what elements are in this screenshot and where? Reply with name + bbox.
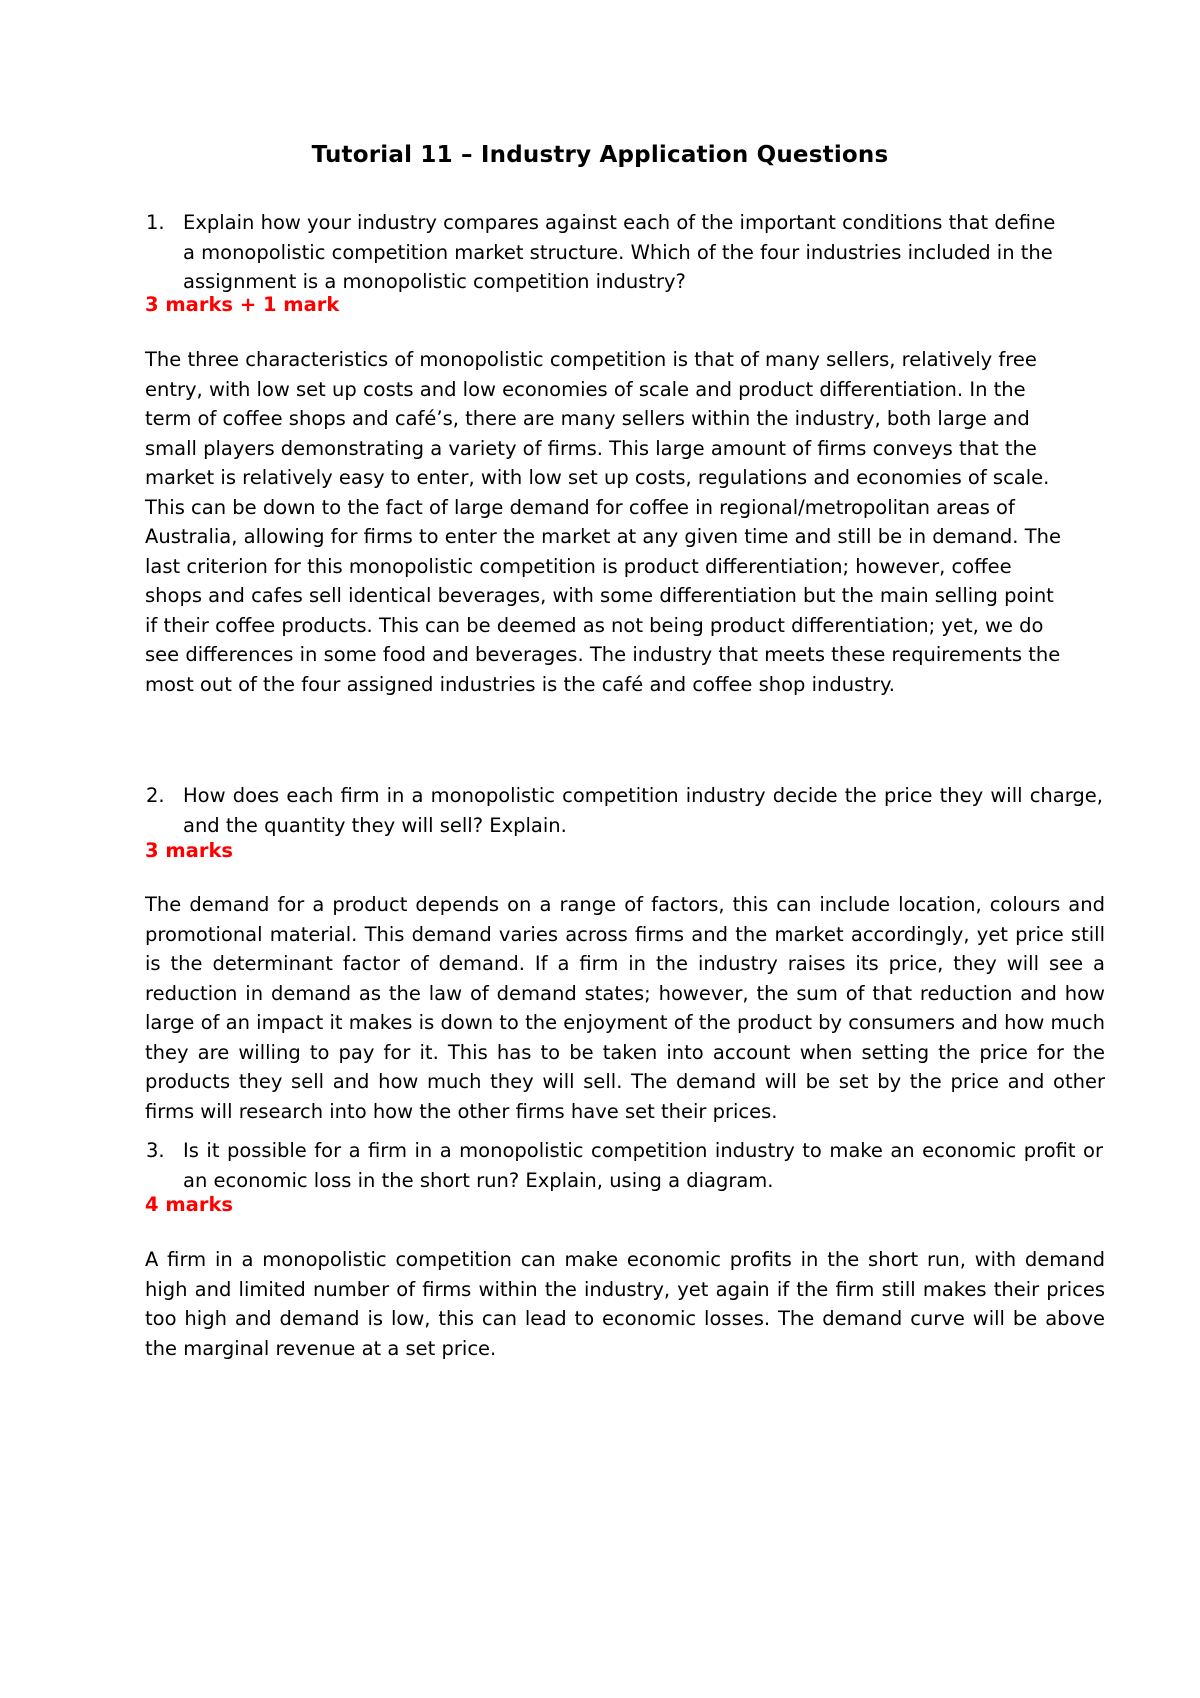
answer-3: A firm in a monopolistic competition can make economic profits in the short run, with demand high and limited number of firms within the industry, yet again if the firm still makes their prices too high and demand is low, this can lead to economic losses. The demand curve will be above the marginal revenue at a set price. — [145, 1248, 1105, 1360]
question-3-marks: 4 marks — [145, 1193, 234, 1216]
question-1 — [146, 208, 1063, 297]
question-2-number: 2. — [146, 784, 165, 807]
question-1-text: Explain how your industry compares against each of the important conditions that define a monopolistic competition market structure. Which of the four industries included in the assignment is a monopolistic competition industry? — [183, 211, 1056, 293]
page-title: Tutorial 11 – Industry Application Questions — [311, 142, 889, 168]
answer-1: The three characteristics of monopolistic competition is that of many sellers, relatively free entry, with low set up costs and low economies of scale and product differentiation. In the term of coffee shops and café’s, there are many sellers within the industry, both large and small players demonstrating a variety of firms. This large amount of firms conveys that the market is relatively easy to enter, with low set up costs, regulations and economies of scale. This can be down to the fact of large demand for coffee in regional/metropolitan areas of Australia, allowing for firms to enter the market at any given time and still be in demand. The last criterion for this monopolistic competition is product differentiation; however, coffee shops and cafes sell identical beverages, with some differentiation but the main selling point if their coffee products. This can be deemed as not being product differentiation; yet, we do see differences in some food and beverages. The industry that meets these requirements the most out of the four assigned industries is the café and coffee shop industry. — [145, 348, 1061, 696]
question-2 — [146, 781, 1103, 840]
question-2-marks: 3 marks — [145, 839, 234, 862]
question-1-marks: 3 marks + 1 mark — [145, 293, 340, 316]
question-3 — [146, 1136, 1103, 1195]
question-2-text: How does each firm in a monopolistic competition industry decide the price they will charge, and the quantity they will sell? Explain. — [183, 784, 1103, 837]
question-3-number: 3. — [146, 1139, 165, 1162]
question-3-text: Is it possible for a firm in a monopolistic competition industry to make an economic profit or an economic loss in the short run? Explain, using a diagram. — [183, 1139, 1103, 1192]
answer-2: The demand for a product depends on a range of factors, this can include location, colours and promotional material. This demand varies across firms and the market accordingly, yet price still is the determinant factor of demand. If a firm in the industry raises its price, they will see a reduction in demand as the law of demand states; however, the sum of that reduction and how large of an impact it makes is down to the enjoyment of the product by consumers and how much they are willing to pay for it. This has to be taken into account when setting the price for the products they sell and how much they will sell. The demand will be set by the price and other firms will research into how the other firms have set their prices. — [145, 893, 1105, 1123]
question-1-number: 1. — [146, 211, 165, 234]
